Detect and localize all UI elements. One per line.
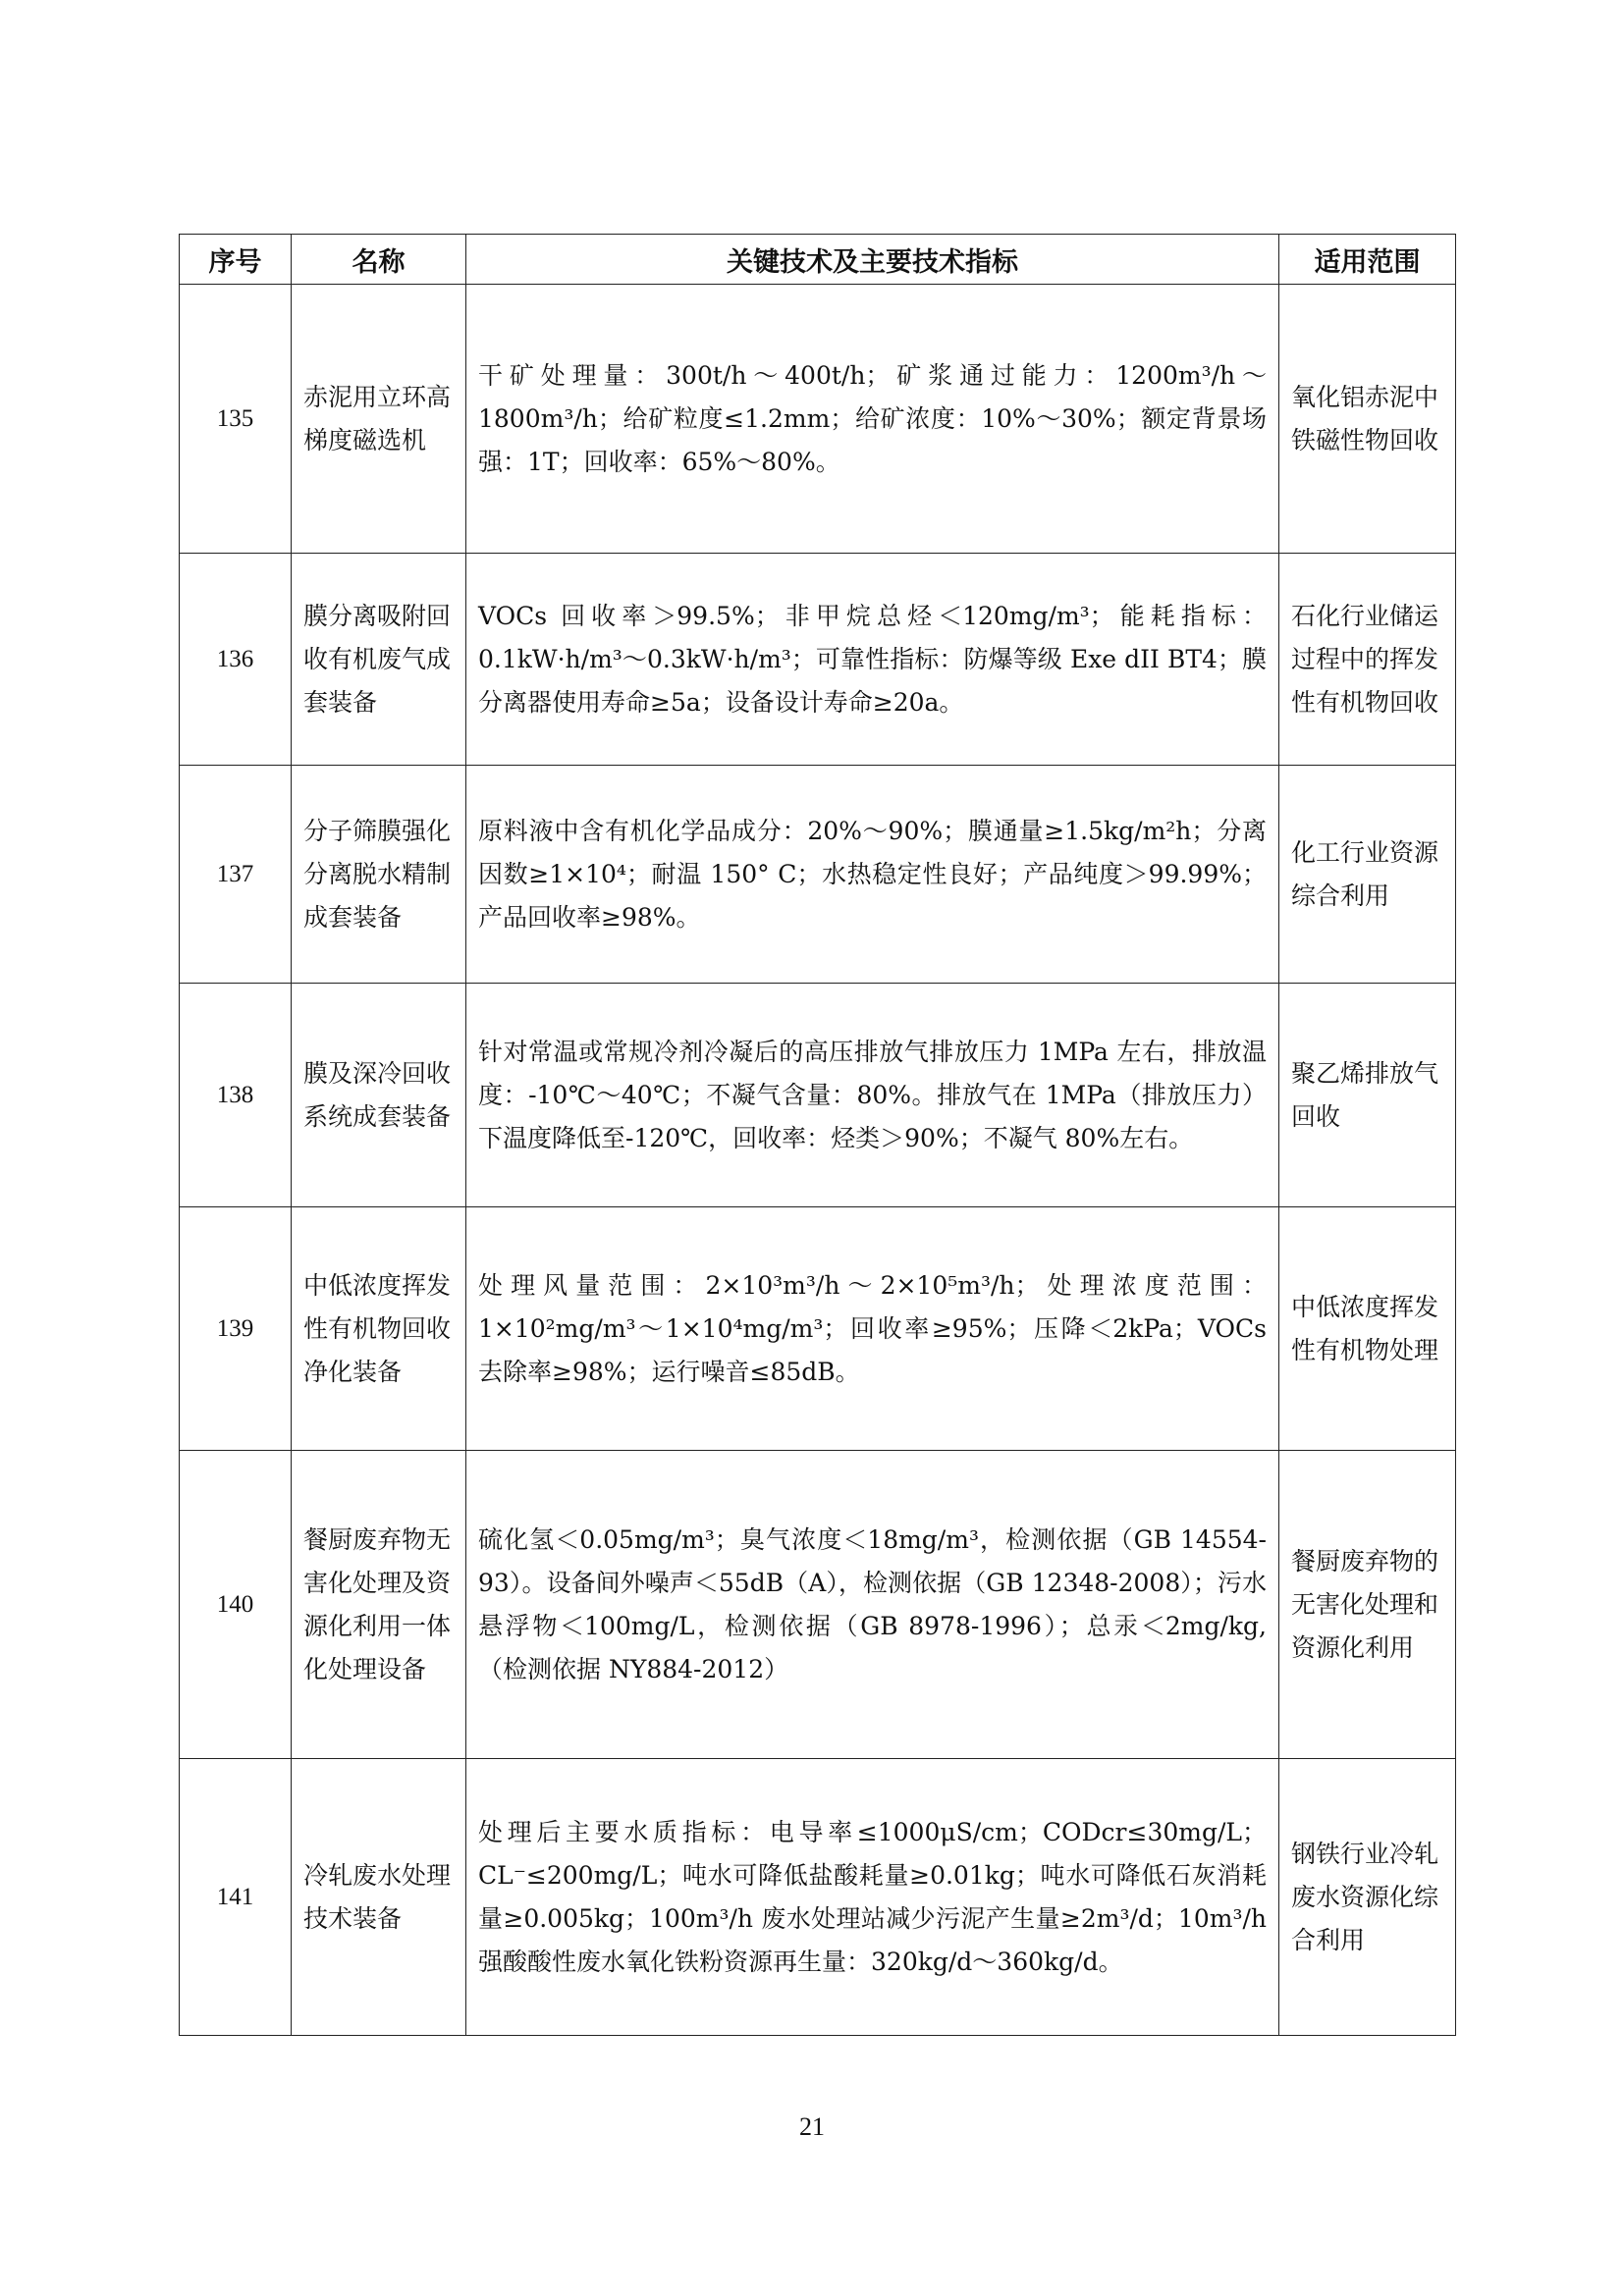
table-row <box>180 1759 1456 2036</box>
page-number: 21 <box>799 2112 825 2141</box>
technical-specs: 干矿处理量：300t/h～400t/h；矿浆通过能力：1200m³/h～1800m³/h；给矿粒度≤1.2mm；给矿浓度：10%～30%；额定背景场强：1T；回收率：65%～80%。 <box>466 285 1279 554</box>
row-number: 136 <box>180 554 292 766</box>
row-number: 137 <box>180 766 292 984</box>
technical-specs: 针对常温或常规冷剂冷凝后的高压排放气排放压力 1MPa 左右，排放温度：-10℃～40℃；不凝气含量：80%。排放气在 1MPa（排放压力）下温度降低至-120℃，回收率：烃类＞90%；不凝气 80%左右。 <box>466 984 1279 1207</box>
equipment-name: 分子筛膜强化分离脱水精制成套装备 <box>292 766 466 984</box>
equipment-name: 中低浓度挥发性有机物回收净化装备 <box>292 1207 466 1451</box>
technical-specs: 原料液中含有机化学品成分：20%～90%；膜通量≥1.5kg/m²h；分离因数≥1×10⁴；耐温 150° C；水热稳定性良好；产品纯度＞99.99%；产品回收率≥98%。 <box>466 766 1279 984</box>
row-number: 138 <box>180 984 292 1207</box>
table-header-row <box>180 235 1456 285</box>
application-scope: 聚乙烯排放气回收 <box>1279 984 1456 1207</box>
table-row <box>180 1451 1456 1759</box>
application-scope: 钢铁行业冷轧废水资源化综合利用 <box>1279 1759 1456 2036</box>
equipment-name: 餐厨废弃物无害化处理及资源化利用一体化处理设备 <box>292 1451 466 1759</box>
application-scope: 化工行业资源综合利用 <box>1279 766 1456 984</box>
application-scope: 氧化铝赤泥中铁磁性物回收 <box>1279 285 1456 554</box>
header-scope: 适用范围 <box>1279 235 1456 285</box>
table-row <box>180 285 1456 554</box>
header-spec: 关键技术及主要技术指标 <box>466 235 1279 285</box>
equipment-table <box>179 234 1456 2036</box>
application-scope: 餐厨废弃物的无害化处理和资源化利用 <box>1279 1451 1456 1759</box>
equipment-name: 冷轧废水处理技术装备 <box>292 1759 466 2036</box>
row-number: 135 <box>180 285 292 554</box>
equipment-name: 膜分离吸附回收有机废气成套装备 <box>292 554 466 766</box>
application-scope: 石化行业储运过程中的挥发性有机物回收 <box>1279 554 1456 766</box>
equipment-name: 赤泥用立环高梯度磁选机 <box>292 285 466 554</box>
technical-specs: 硫化氢＜0.05mg/m³；臭气浓度＜18mg/m³，检测依据（GB 14554-93）。设备间外噪声＜55dB（A），检测依据（GB 12348-2008）；污水悬浮物＜100mg/L，检测依据（GB 8978-1996）；总汞＜2mg/kg,（检测依据 NY884-2012） <box>466 1451 1279 1759</box>
equipment-name: 膜及深冷回收系统成套装备 <box>292 984 466 1207</box>
table-row <box>180 984 1456 1207</box>
table-row <box>180 554 1456 766</box>
row-number: 139 <box>180 1207 292 1451</box>
header-name: 名称 <box>292 235 466 285</box>
table-row <box>180 766 1456 984</box>
application-scope: 中低浓度挥发性有机物处理 <box>1279 1207 1456 1451</box>
row-number: 140 <box>180 1451 292 1759</box>
technical-specs: 处理风量范围：2×10³m³/h～2×10⁵m³/h；处理浓度范围：1×10²mg/m³～1×10⁴mg/m³；回收率≥95%；压降＜2kPa；VOCs 去除率≥98%；运行噪音≤85dB。 <box>466 1207 1279 1451</box>
header-no: 序号 <box>180 235 292 285</box>
row-number: 141 <box>180 1759 292 2036</box>
technical-specs: 处理后主要水质指标：电导率≤1000μS/cm；CODcr≤30mg/L；CL⁻≤200mg/L；吨水可降低盐酸耗量≥0.01kg；吨水可降低石灰消耗量≥0.005kg；100m³/h 废水处理站减少污泥产生量≥2m³/d；10m³/h 强酸酸性废水氧化铁粉资源再生量：320kg/d～360kg/d。 <box>466 1759 1279 2036</box>
technical-specs: VOCs 回收率＞99.5%；非甲烷总烃＜120mg/m³；能耗指标：0.1kW·h/m³～0.3kW·h/m³；可靠性指标：防爆等级 Exe dII BT4；膜分离器使用寿命≥5a；设备设计寿命≥20a。 <box>466 554 1279 766</box>
table-row <box>180 1207 1456 1451</box>
